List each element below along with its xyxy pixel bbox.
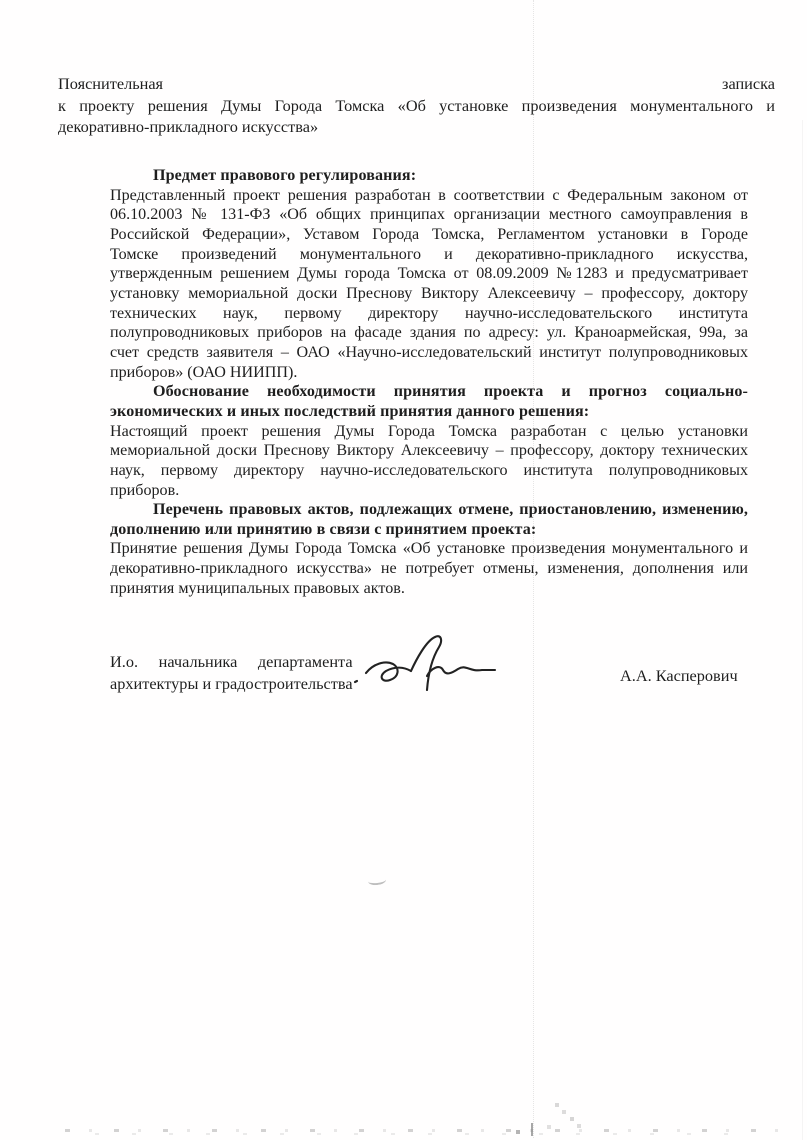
- text-line: наук, первому директору научно-исследовательского института полупроводниковых: [110, 461, 748, 479]
- signer-name: А.А. Касперович: [620, 666, 738, 685]
- text-line: Обоснование необходимости принятия проекта и прогноз социально-: [153, 383, 748, 401]
- text-line: Российской Федерации», Уставом Города Томска, Регламентом установки в Городе: [110, 225, 748, 243]
- text-line: к проекту решения Думы Города Томска «Об установке произведения монументального и: [58, 95, 775, 115]
- text-line: Представленный проект решения разработан в соответствии с Федеральным законом от: [110, 186, 748, 204]
- scan-bottom-speckle-row: [65, 1129, 790, 1132]
- text-line: Перечень правовых актов, подлежащих отмене, приостановлению, изменению,: [153, 501, 748, 519]
- text-line: установку мемориальной доски Преснову Виктору Алексеевичу – профессору, доктору: [110, 284, 748, 302]
- text-line: Настоящий проект решения Думы Города Томска разработан с целью установки: [110, 422, 748, 440]
- section-paragraph-subject: [110, 186, 748, 383]
- text-line: утвержденным решением Думы города Томска от 08.09.2009 №1283 и предусматривает: [110, 265, 748, 283]
- document-body: [110, 166, 748, 598]
- text-line: Пояснительная записка: [58, 74, 775, 93]
- scan-bottom-speckle-row-2: [95, 1133, 735, 1135]
- handwritten-signature: [352, 633, 500, 703]
- text-line: экономических и иных последствий принятия данного решения:: [110, 402, 590, 420]
- text-line: декоративно-прикладного искусства» не потребует отмены, изменения, дополнения или: [110, 560, 748, 578]
- document-title: [58, 73, 775, 138]
- text-line: дополнению или принятию в связи с принятием проекта:: [110, 520, 537, 538]
- text-line: приборов.: [110, 481, 180, 499]
- text-line: принятия муниципальных правовых актов.: [110, 579, 405, 597]
- scan-stray-mark: [368, 875, 387, 886]
- text-line: И.о. начальника департамента: [110, 652, 353, 671]
- scan-fold-line: [533, 0, 534, 1138]
- section-heading-acts-list: [110, 500, 748, 539]
- section-paragraph-acts-list: [110, 539, 748, 598]
- text-line: Принятие решения Думы Города Томска «Об установке произведения монументального и: [110, 540, 748, 558]
- scan-speckle-scatter: [0, 0, 2, 2]
- section-paragraph-justification: [110, 422, 748, 501]
- scan-edge-shadow: [802, 120, 803, 1140]
- text-line: приборов» (ОАО НИИПП).: [110, 363, 298, 381]
- text-line: мемориальной доски Преснову Виктору Алексеевичу – профессору, доктору технических: [110, 442, 748, 460]
- text-line: технических наук, первому директору научно-исследовательского института: [110, 304, 748, 322]
- text-line: 06.10.2003 № 131-ФЗ «Об общих принципах организации местного самоуправления в: [110, 206, 748, 224]
- text-line: Предмет правового регулирования:: [153, 167, 417, 184]
- section-heading-justification: [110, 382, 748, 421]
- text-line: декоративно-прикладного искусства»: [58, 117, 319, 136]
- section-heading-subject: [110, 166, 748, 186]
- text-line: счет средств заявителя – ОАО «Научно-исследовательский институт полупроводниковых: [110, 343, 748, 361]
- signer-position: [110, 651, 353, 694]
- text-line: полупроводниковых приборов на фасаде здания по адресу: ул. Краноармейская, 99а, за: [110, 324, 748, 342]
- text-line: архитектуры и градостроительства: [110, 673, 353, 693]
- text-line: Томске произведений монументального и декоративно-прикладного искусства,: [110, 245, 748, 263]
